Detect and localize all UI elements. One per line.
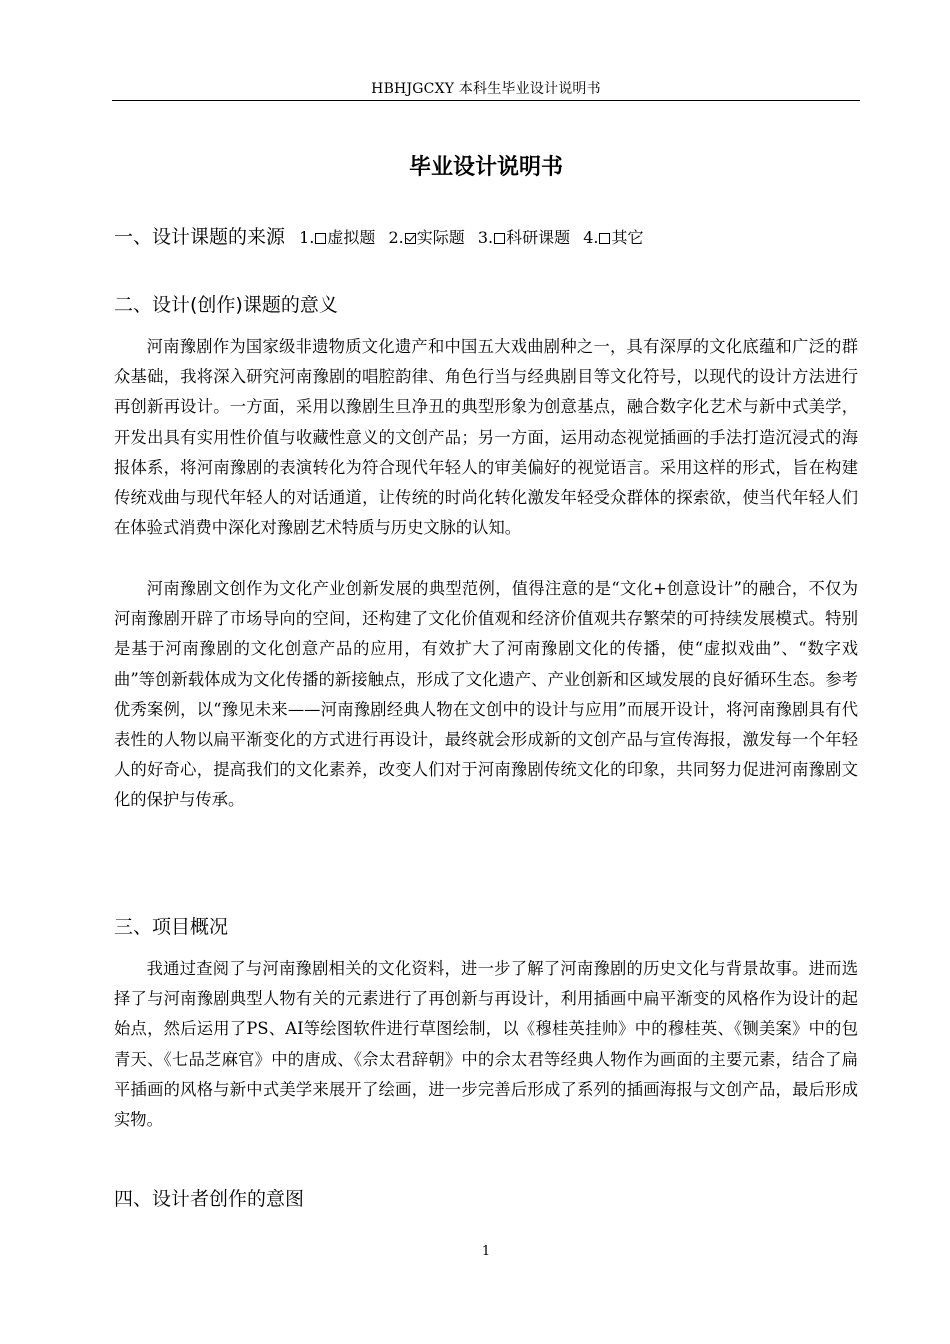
section-1-heading: 一、设计课题的来源 [114,226,286,248]
section-4-heading: 四、设计者创作的意图 [114,1188,305,1210]
option-number: 2. [388,228,404,247]
section-2-paragraph-2: 河南豫剧文创作为文化产业创新发展的典型范例，值得注意的是“文化+创意设计”的融合，不仅为河南豫剧开辟了市场导向的空间，还构建了文化价值观和经济价值观共存繁荣的可持续发展模式。特别是基于河南豫剧的文化创意产品的应用，有效扩大了河南豫剧文化的传播，使“虚拟戏曲”、“数字戏曲”等创新载体成为文化传播的新接触点，形成了文化遗产、产业创新和区域发展的良好循环生态。参考优秀案例，以“豫见未来——河南豫剧经典人物在文创中的设计与应用”而展开设计，将河南豫剧具有代表性的人物以扁平渐变化的方式进行再设计，最终就会形成新的文创产品与宣传海报，激发每一个年轻人的好奇心，提高我们的文化素养，改变人们对于河南豫剧传统文化的印象，共同努力促进河南豫剧文化的保护与传承。 [114,579,858,810]
topic-source-options [299,228,651,247]
option-number: 1. [299,228,315,247]
option-label: 实际题 [416,228,465,247]
section-2-paragraph-1: 河南豫剧作为国家级非遗物质文化遗产和中国五大戏曲剧种之一，具有深厚的文化底蕴和广泛的群众基础，我将深入研究河南豫剧的唱腔韵律、角色行当与经典剧目等文化符号，以现代的设计方法进行再创新再设计。一方面，采用以豫剧生旦净丑的典型形象为创意基点，融合数字化艺术与新中式美学，开发出具有实用性价值与收藏性意义的文创产品；另一方面，运用动态视觉插画的手法打造沉浸式的海报体系，将河南豫剧的表演转化为符合现代年轻人的审美偏好的视觉语言。采用这样的形式，旨在构建传统戏曲与现代年轻人的对话通道，让传统的时尚化转化激发年轻受众群体的探索欲，使当代年轻人们在体验式消费中深化对豫剧艺术特质与历史文脉的认知。 [114,337,858,538]
unchecked-box-icon [315,233,326,244]
option-label: 其它 [611,228,644,247]
header-rule [112,100,860,101]
page-title: 毕业设计说明书 [408,155,563,180]
option-number: 4. [583,228,599,247]
running-header: HBHJGCXY 本科生毕业设计说明书 [371,81,601,97]
section-2-heading: 二、设计(创作)课题的意义 [114,294,338,316]
option-actual [388,228,464,247]
option-label: 科研课题 [506,228,571,247]
section-3-paragraph-1: 我通过查阅了与河南豫剧相关的文化资料，进一步了解了河南豫剧的历史文化与背景故事。进而选择了与河南豫剧典型人物有关的元素进行了再创新与再设计，利用插画中扁平渐变的风格作为设计的起始点，然后运用了PS、AI等绘图软件进行草图绘制，以《穆桂英挂帅》中的穆桂英、《铡美案》中的包青天、《七品芝麻官》中的唐成、《佘太君辞朝》中的佘太君等经典人物作为画面的主要元素，结合了扁平插画的风格与新中式美学来展开了绘画，进一步完善后形成了系列的插画海报与文创产品，最后形成实物。 [114,959,858,1130]
section-1-heading-line [114,222,651,249]
checked-box-icon [405,233,416,244]
option-label: 虚拟题 [327,228,376,247]
page-number: 1 [481,1244,491,1259]
unchecked-box-icon [494,233,505,244]
option-virtual [299,228,375,247]
option-other [583,228,643,247]
unchecked-box-icon [599,233,610,244]
option-research [478,228,570,247]
section-3-heading: 三、项目概况 [114,916,229,938]
option-number: 3. [477,228,494,247]
